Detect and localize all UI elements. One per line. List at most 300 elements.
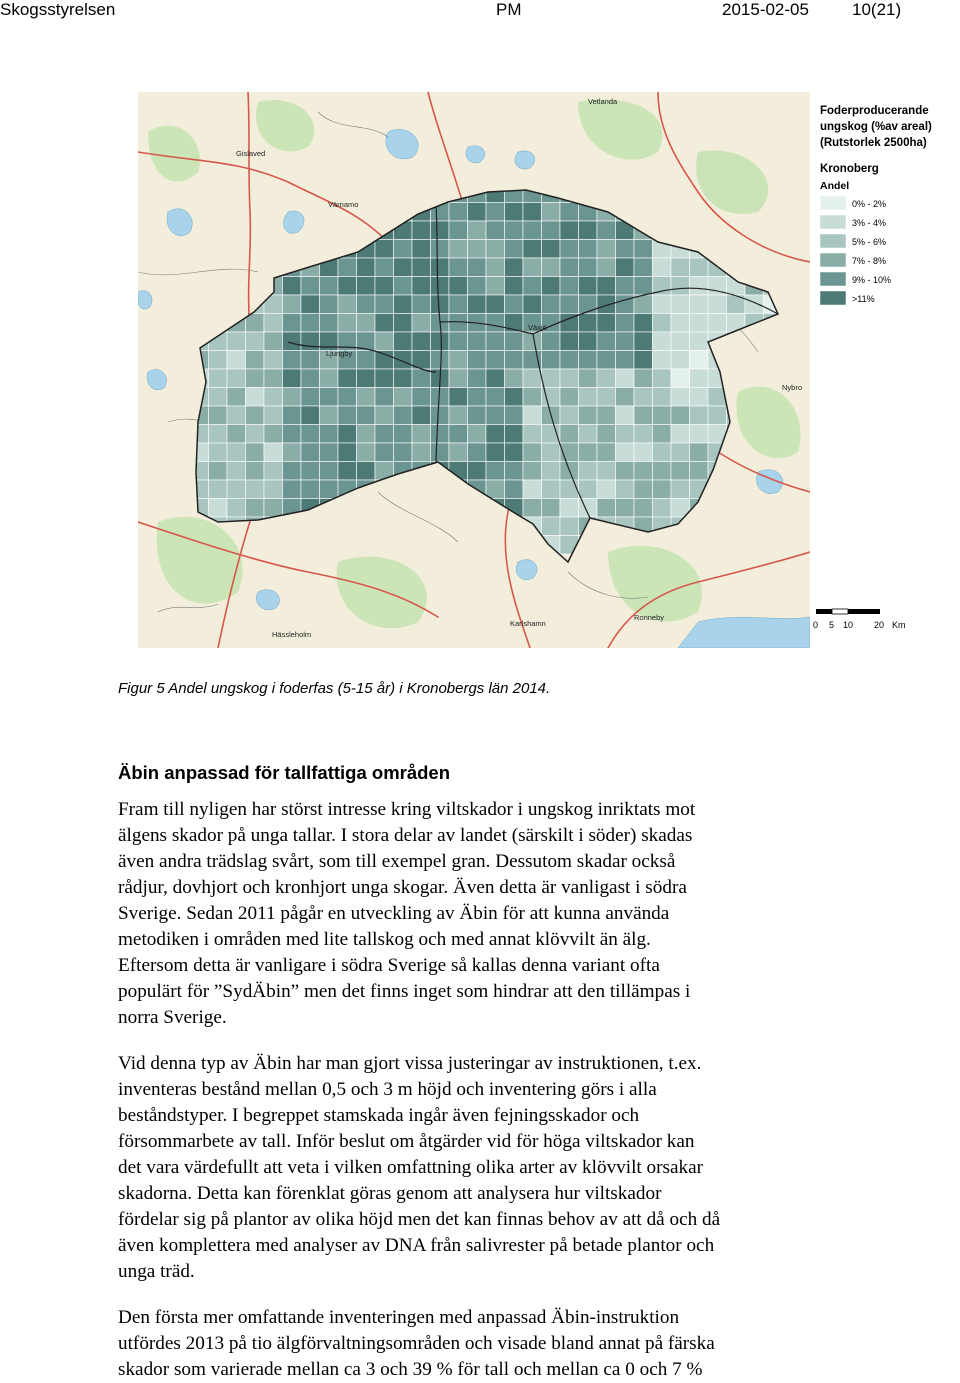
grid-cell: [505, 462, 524, 481]
grid-cell: [634, 332, 653, 351]
paragraph-line: även komplettera med analyser av DNA från salivrester på betade plantor och: [118, 1235, 715, 1256]
grid-cell: [523, 295, 542, 314]
grid-cell: [653, 462, 672, 481]
grid-cell: [671, 462, 690, 481]
grid-cell: [671, 369, 690, 388]
grid-cell: [227, 406, 246, 425]
grid-cell: [616, 406, 635, 425]
grid-cell: [468, 332, 487, 351]
grid-cell: [671, 443, 690, 462]
grid-cell: [246, 480, 265, 499]
grid-cell: [357, 462, 376, 481]
map-place-ronneby: Ronneby: [634, 613, 665, 622]
grid-cell: [468, 388, 487, 407]
scale-tick-0: 0: [813, 620, 819, 630]
grid-cell: [468, 462, 487, 481]
paragraph-line: även andra trädslag svårt, som till exempel gran. Dessutom skadar också: [118, 851, 676, 872]
grid-cell: [301, 351, 320, 370]
grid-cell: [579, 332, 598, 351]
grid-cell: [246, 388, 265, 407]
grid-cell: [634, 425, 653, 444]
grid-cell: [412, 406, 431, 425]
grid-cell: [412, 332, 431, 351]
paragraph-line: fördelar sig på plantor av olika höjd men det kan finnas behov av att då och då: [118, 1209, 721, 1230]
grid-cell: [505, 240, 524, 259]
grid-cell: [449, 406, 468, 425]
grid-cell: [375, 295, 394, 314]
grid-cell: [597, 499, 616, 518]
map-place-gislaved: Gislaved: [236, 149, 266, 158]
grid-cell: [523, 406, 542, 425]
grid-cell: [708, 406, 727, 425]
grid-cell: [264, 462, 283, 481]
grid-cell: [671, 332, 690, 351]
paragraph-line: populärt för ”SydÄbin” men det finns inget som hindrar att den tillämpas i: [118, 981, 691, 1002]
grid-cell: [560, 295, 579, 314]
grid-cell: [560, 517, 579, 536]
grid-cell: [542, 203, 561, 222]
grid-cell: [486, 480, 505, 499]
grid-cell: [357, 425, 376, 444]
grid-cell: [634, 295, 653, 314]
paragraph-line: Vid denna typ av Äbin har man gjort vissa justeringar av instruktionen, t.ex.: [118, 1053, 702, 1074]
grid-cell: [542, 480, 561, 499]
grid-cell: [653, 480, 672, 499]
grid-cell: [468, 277, 487, 296]
grid-cell: [320, 443, 339, 462]
map-place-karlshamn: Karlshamn: [510, 619, 546, 628]
grid-cell: [283, 314, 302, 333]
grid-cell: [486, 203, 505, 222]
grid-cell: [468, 240, 487, 259]
grid-cell: [653, 388, 672, 407]
grid-cell: [560, 258, 579, 277]
grid-cell: [708, 295, 727, 314]
grid-cell: [616, 462, 635, 481]
grid-cell: [468, 351, 487, 370]
grid-cell: [394, 351, 413, 370]
grid-cell: [394, 295, 413, 314]
grid-cell: [690, 314, 709, 333]
grid-cell: [560, 332, 579, 351]
paragraph-line: beståndstyper. I begreppet stamskada ingår även fejningsskador och: [118, 1105, 640, 1126]
grid-cell: [579, 277, 598, 296]
grid-cell: [449, 295, 468, 314]
grid-cell: [227, 480, 246, 499]
grid-cell: [468, 221, 487, 240]
grid-cell: [579, 258, 598, 277]
grid-cell: [597, 480, 616, 499]
grid-cell: [653, 351, 672, 370]
grid-cell: [505, 332, 524, 351]
grid-cell: [431, 425, 450, 444]
grid-cell: [486, 295, 505, 314]
legend-label: 7% - 8%: [852, 256, 887, 266]
grid-cell: [597, 295, 616, 314]
grid-cell: [542, 258, 561, 277]
grid-cell: [542, 295, 561, 314]
grid-cell: [616, 314, 635, 333]
legend-field: Andel: [820, 180, 850, 192]
paragraph-line: Eftersom detta är vanligare i södra Sverige så kallas denna variant ofta: [118, 955, 660, 976]
grid-cell: [412, 295, 431, 314]
grid-cell: [634, 388, 653, 407]
grid-cell: [560, 425, 579, 444]
grid-cell: [579, 240, 598, 259]
grid-cell: [542, 462, 561, 481]
grid-cell: [653, 314, 672, 333]
grid-cell: [375, 277, 394, 296]
grid-cell: [357, 314, 376, 333]
grid-cell: [523, 425, 542, 444]
scale-unit: Km: [892, 620, 906, 630]
grid-cell: [579, 221, 598, 240]
legend-swatch: [820, 215, 846, 229]
grid-cell: [560, 351, 579, 370]
grid-cell: [394, 388, 413, 407]
grid-cell: [653, 295, 672, 314]
grid-cell: [357, 258, 376, 277]
grid-cell: [634, 462, 653, 481]
grid-cell: [597, 462, 616, 481]
grid-cell: [634, 277, 653, 296]
grid-cell: [634, 480, 653, 499]
grid-cell: [579, 443, 598, 462]
grid-cell: [505, 480, 524, 499]
grid-cell: [209, 443, 228, 462]
legend-title-line-1: Foderproducerande: [820, 105, 929, 117]
grid-cell: [597, 314, 616, 333]
legend-label: 5% - 6%: [852, 237, 887, 247]
figure-caption: Figur 5 Andel ungskog i foderfas (5-15 år) i Kronobergs län 2014.: [118, 680, 551, 697]
grid-cell: [542, 332, 561, 351]
grid-cell: [671, 295, 690, 314]
grid-cell: [468, 295, 487, 314]
grid-cell: [338, 443, 357, 462]
grid-cell: [264, 351, 283, 370]
grid-cell: [246, 351, 265, 370]
grid-cell: [301, 406, 320, 425]
grid-cell: [320, 462, 339, 481]
grid-cell: [301, 425, 320, 444]
grid-cell: [283, 406, 302, 425]
grid-cell: [690, 443, 709, 462]
grid-cell: [468, 425, 487, 444]
grid-cell: [431, 406, 450, 425]
grid-cell: [468, 203, 487, 222]
paragraph-line: norra Sverige.: [118, 1007, 227, 1028]
grid-cell: [394, 258, 413, 277]
legend-swatch: [820, 272, 846, 286]
grid-cell: [375, 258, 394, 277]
grid-cell: [320, 295, 339, 314]
grid-cell: [542, 499, 561, 518]
grid-cell: [264, 369, 283, 388]
grid-cell: [634, 258, 653, 277]
scale-tick-20: 20: [874, 620, 885, 630]
grid-cell: [449, 203, 468, 222]
grid-cell: [653, 425, 672, 444]
grid-cell: [597, 406, 616, 425]
grid-cell: [690, 425, 709, 444]
paragraph-line: det vara värdefullt att veta i vilken omfattning olika arter av klövvilt orsakar: [118, 1157, 704, 1178]
grid-cell: [227, 388, 246, 407]
grid-cell: [431, 258, 450, 277]
grid-cell: [375, 388, 394, 407]
grid-cell: [486, 221, 505, 240]
grid-cell: [486, 443, 505, 462]
grid-cell: [301, 369, 320, 388]
grid-cell: [579, 351, 598, 370]
grid-cell: [301, 462, 320, 481]
grid-cell: [283, 351, 302, 370]
grid-cell: [301, 277, 320, 296]
grid-cell: [616, 258, 635, 277]
grid-cell: [320, 406, 339, 425]
grid-cell: [412, 425, 431, 444]
grid-cell: [320, 369, 339, 388]
grid-cell: [671, 314, 690, 333]
grid-cell: [246, 443, 265, 462]
map-place-vetlanda: Vetlanda: [588, 97, 618, 106]
legend-label: 0% - 2%: [852, 199, 887, 209]
grid-cell: [375, 314, 394, 333]
grid-cell: [394, 314, 413, 333]
grid-cell: [745, 295, 764, 314]
grid-cell: [338, 369, 357, 388]
grid-cell: [320, 332, 339, 351]
grid-cell: [560, 203, 579, 222]
grid-cell: [246, 425, 265, 444]
grid-cell: [227, 462, 246, 481]
grid-cell: [597, 277, 616, 296]
grid-cell: [616, 277, 635, 296]
grid-cell: [597, 221, 616, 240]
grid-cell: [486, 406, 505, 425]
grid-cell: [653, 443, 672, 462]
grid-cell: [431, 295, 450, 314]
legend-label: 9% - 10%: [852, 275, 892, 285]
grid-cell: [560, 369, 579, 388]
grid-cell: [486, 277, 505, 296]
grid-cell: [375, 443, 394, 462]
grid-cell: [634, 351, 653, 370]
paragraph-line: älgens skador på unga tallar. I stora delar av landet (särskilt i söder) skadas: [118, 825, 693, 846]
grid-cell: [449, 425, 468, 444]
grid-cell: [523, 258, 542, 277]
grid-cell: [375, 240, 394, 259]
grid-cell: [616, 369, 635, 388]
grid-cell: [671, 406, 690, 425]
grid-cell: [671, 258, 690, 277]
grid-cell: [579, 406, 598, 425]
grid-cell: [579, 480, 598, 499]
grid-cell: [671, 480, 690, 499]
grid-cell: [523, 332, 542, 351]
paragraph-2: [118, 1051, 840, 1285]
grid-cell: [449, 314, 468, 333]
grid-cell: [320, 314, 339, 333]
grid-cell: [468, 443, 487, 462]
grid-cell: [560, 406, 579, 425]
legend-swatch: [820, 291, 846, 305]
grid-cell: [431, 443, 450, 462]
grid-cell: [357, 277, 376, 296]
grid-cell: [338, 425, 357, 444]
grid-cell: [449, 351, 468, 370]
grid-cell: [486, 462, 505, 481]
grid-cell: [301, 332, 320, 351]
grid-cell: [690, 277, 709, 296]
grid-cell: [283, 443, 302, 462]
grid-cell: [486, 258, 505, 277]
grid-cell: [560, 388, 579, 407]
grid-cell: [671, 388, 690, 407]
grid-cell: [449, 369, 468, 388]
grid-cell: [690, 295, 709, 314]
grid-cell: [209, 499, 228, 518]
grid-cell: [616, 388, 635, 407]
paragraph-line: skador som varierade mellan ca 3 och 39 % för tall och mellan ca 0 och 7 %: [118, 1359, 703, 1380]
grid-cell: [597, 425, 616, 444]
grid-cell: [264, 406, 283, 425]
grid-cell: [394, 369, 413, 388]
grid-cell: [486, 425, 505, 444]
map-place-hassleholm: Hässleholm: [272, 630, 312, 639]
grid-cell: [301, 388, 320, 407]
grid-cell: [264, 499, 283, 518]
paragraph-line: inventeras bestånd mellan 0,5 och 3 m höjd och inventering görs i alla: [118, 1079, 657, 1100]
grid-cell: [468, 406, 487, 425]
grid-cell: [338, 258, 357, 277]
grid-cell: [246, 499, 265, 518]
grid-cell: [560, 277, 579, 296]
grid-cell: [431, 332, 450, 351]
grid-cell: [579, 462, 598, 481]
grid-cell: [283, 332, 302, 351]
grid-cell: [209, 425, 228, 444]
grid-cell: [708, 314, 727, 333]
grid-cell: [616, 351, 635, 370]
grid-cell: [227, 369, 246, 388]
grid-cell: [690, 406, 709, 425]
grid-cell: [523, 480, 542, 499]
grid-cell: [431, 221, 450, 240]
grid-cell: [394, 332, 413, 351]
grid-cell: [616, 425, 635, 444]
grid-cell: [283, 295, 302, 314]
legend-label: 3% - 4%: [852, 218, 887, 228]
paragraph-line: Den första mer omfattande inventeringen med anpassad Äbin-instruktion: [118, 1307, 680, 1328]
grid-cell: [634, 406, 653, 425]
grid-cell: [542, 277, 561, 296]
grid-cell: [375, 332, 394, 351]
grid-cell: [449, 443, 468, 462]
grid-cell: [227, 351, 246, 370]
grid-cell: [449, 240, 468, 259]
paragraph-line: rådjur, dovhjort och kronhjort unga skogar. Även detta är vanligast i södra: [118, 877, 687, 898]
grid-cell: [523, 277, 542, 296]
paragraph-1: [118, 797, 840, 1031]
grid-cell: [579, 425, 598, 444]
grid-cell: [338, 406, 357, 425]
grid-cell: [357, 388, 376, 407]
grid-cell: [523, 388, 542, 407]
grid-cell: [320, 425, 339, 444]
grid-cell: [431, 277, 450, 296]
grid-cell: [690, 258, 709, 277]
grid-cell: [505, 369, 524, 388]
grid-cell: [486, 388, 505, 407]
grid-cell: [320, 388, 339, 407]
grid-cell: [653, 369, 672, 388]
grid-cell: [542, 351, 561, 370]
grid-cell: [690, 351, 709, 370]
grid-cell: [653, 499, 672, 518]
grid-cell: [523, 240, 542, 259]
grid-cell: [209, 369, 228, 388]
grid-cell: [338, 295, 357, 314]
map-place-vaxjo: Växjö: [528, 323, 547, 332]
grid-cell: [209, 480, 228, 499]
grid-cell: [486, 369, 505, 388]
grid-cell: [375, 425, 394, 444]
header-page-number: 10(21): [852, 0, 902, 19]
scale-bar: [813, 609, 906, 630]
legend-swatch: [820, 253, 846, 267]
map-place-varnamo: Värnamo: [328, 200, 359, 209]
grid-cell: [449, 277, 468, 296]
map-place-ljungby: Ljungby: [326, 349, 353, 358]
grid-cell: [579, 369, 598, 388]
grid-cell: [505, 295, 524, 314]
grid-cell: [338, 388, 357, 407]
grid-cell: [634, 443, 653, 462]
grid-cell: [412, 443, 431, 462]
grid-cell: [412, 314, 431, 333]
grid-cell: [653, 332, 672, 351]
grid-cell: [301, 443, 320, 462]
paragraph-3: [118, 1305, 840, 1383]
scale-tick-5: 5: [829, 620, 835, 630]
grid-cell: [246, 406, 265, 425]
grid-cell: [486, 314, 505, 333]
grid-cell: [653, 406, 672, 425]
grid-cell: [283, 277, 302, 296]
paragraph-line: utfördes 2013 på tio älgförvaltningsområden och visade bland annat på färska: [118, 1333, 715, 1354]
grid-cell: [486, 351, 505, 370]
grid-cell: [246, 332, 265, 351]
grid-cell: [209, 351, 228, 370]
header-doc-type: PM: [496, 0, 522, 19]
grid-cell: [523, 221, 542, 240]
grid-cell: [468, 369, 487, 388]
grid-cell: [301, 295, 320, 314]
grid-cell: [468, 258, 487, 277]
grid-cell: [412, 277, 431, 296]
grid-cell: [634, 369, 653, 388]
grid-cell: [209, 388, 228, 407]
grid-cell: [634, 314, 653, 333]
grid-cell: [560, 499, 579, 518]
grid-cell: [486, 240, 505, 259]
grid-cell: [412, 240, 431, 259]
grid-cell: [227, 332, 246, 351]
grid-cell: [283, 480, 302, 499]
grid-cell: [449, 388, 468, 407]
grid-cell: [505, 277, 524, 296]
grid-cell: [431, 240, 450, 259]
